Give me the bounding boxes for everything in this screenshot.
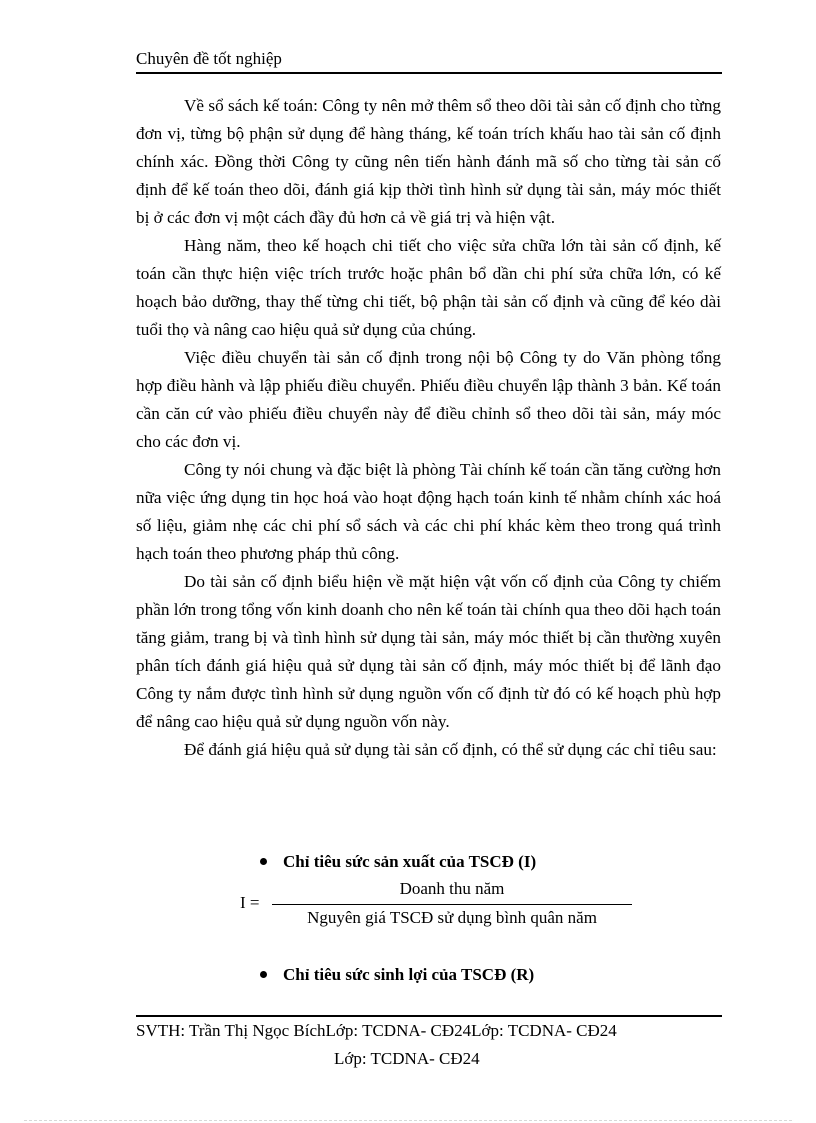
header-title: Chuyên đề tốt nghiệp [136, 49, 282, 68]
paragraph: Để đánh giá hiệu quả sử dụng tài sản cố định, có thể sử dụng các chỉ tiêu sau: [184, 740, 717, 759]
bullet-text: Chỉ tiêu sức sản xuất của TSCĐ (I) [283, 852, 537, 871]
bullet-item [260, 851, 536, 873]
bullet-item [260, 964, 534, 986]
bullet-text: Chỉ tiêu sức sinh lợi của TSCĐ (R) [283, 965, 535, 984]
fraction-bar [272, 904, 632, 905]
page-edge-divider [24, 1120, 792, 1121]
page-header [136, 48, 722, 74]
footer-line-1: SVTH: Trần Thị Ngọc BíchLớp: TCDNA- CĐ24Lớp: TCDNA- CĐ24 [136, 1021, 617, 1040]
paragraph: Về sổ sách kế toán: Công ty nên mở thêm sổ theo dõi tài sản cố định cho từng đơn vị, từng bộ phận sử dụng để hàng tháng, kế toán trích khấu hao tài sản cố định chính xác. Đồng thời Công ty cũng nên tiến hành đánh mã số cho từng tài sản cố định để kế toán theo dõi, đánh giá kịp thời tình hình sử dụng tài sản, máy móc thiết bị ở các đơn vị một cách đầy đủ hơn cả về giá trị và hiện vật. [136, 96, 721, 227]
bullet-icon [260, 858, 267, 865]
formula-lhs: I = [240, 893, 260, 912]
formula-numerator: Doanh thu năm [399, 879, 505, 898]
paragraph: Hàng năm, theo kế hoạch chi tiết cho việc sửa chữa lớn tài sản cố định, kế toán cần thực hiện việc trích trước hoặc phân bổ dần chi phí sửa chữa lớn, có kế hoạch bảo dưỡng, thay thế từng chi tiết, bộ phận tài sản cố định và cũng để kéo dài tuổi thọ và nâng cao hiệu quả sử dụng của chúng. [136, 236, 721, 339]
bullet-icon [260, 971, 267, 978]
body-text [136, 92, 721, 764]
paragraph: Việc điều chuyển tài sản cố định trong nội bộ Công ty do Văn phòng tổng hợp điều hành và lập phiếu điều chuyển. Phiếu điều chuyển lập thành 3 bản. Kế toán cần căn cứ vào phiếu điều chuyển này để điều chỉnh sổ theo dõi tài sản, máy móc cho các đơn vị. [136, 348, 721, 451]
paragraph: Công ty nói chung và đặc biệt là phòng Tài chính kế toán cần tăng cường hơn nữa việc ứng dụng tin học hoá vào hoạt động hạch toán kinh tế nhằm chính xác hoá số liệu, giảm nhẹ các chi phí sổ sách và các chi phí khác kèm theo trong quá trình hạch toán theo phương pháp thủ công. [136, 460, 721, 563]
formula-denominator: Nguyên giá TSCĐ sử dụng bình quân năm [307, 908, 597, 927]
footer-line-2: Lớp: TCDNA- CĐ24 [334, 1049, 480, 1068]
footer-divider [136, 1015, 722, 1017]
paragraph: Do tài sản cố định biểu hiện về mặt hiện vật vốn cố định của Công ty chiếm phần lớn trong tổng vốn kinh doanh cho nên kế toán tài chính qua theo dõi hạch toán tăng giảm, trang bị và tình hình sử dụng tài sản, máy móc thiết bị cần thường xuyên phân tích đánh giá hiệu quả sử dụng tài sản cố định, máy móc thiết bị để lãnh đạo Công ty nắm được tình hình sử dụng nguồn vốn cố định từ đó có kế hoạch phù hợp để nâng cao hiệu quả sử dụng nguồn vốn này. [136, 572, 721, 731]
